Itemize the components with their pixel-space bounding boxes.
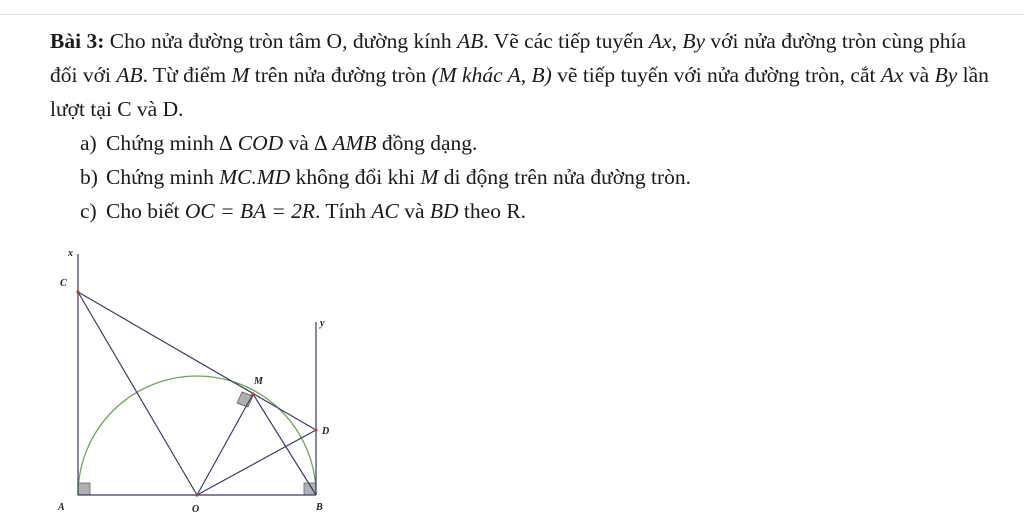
math-ac: AC xyxy=(371,199,399,223)
text-segment: . Vẽ các tiếp tuyến xyxy=(483,29,649,53)
text-segment: di động trên nửa đường tròn. xyxy=(438,165,692,189)
math-m: M xyxy=(420,165,439,189)
geometry-figure xyxy=(40,234,340,519)
math-ab: AB xyxy=(116,63,143,87)
part-a xyxy=(50,126,995,160)
text-segment: theo R. xyxy=(458,199,527,223)
part-b xyxy=(50,160,995,194)
text-segment: Cho nửa đường tròn tâm O, đường kính xyxy=(104,29,458,53)
math-by: By xyxy=(934,63,958,87)
point-m xyxy=(251,392,254,395)
math-triangle-amb: ∆ AMB xyxy=(314,131,377,155)
text-segment: Chứng minh xyxy=(106,131,220,155)
part-label: b) xyxy=(80,165,98,189)
point-c xyxy=(76,290,79,293)
text-segment: , xyxy=(671,29,683,53)
text-segment: và xyxy=(283,131,315,155)
top-divider xyxy=(0,14,1024,15)
label-x: x xyxy=(68,248,73,259)
math-ax: Ax xyxy=(648,29,672,53)
label-o: O xyxy=(192,504,200,515)
math-ab: AB xyxy=(457,29,484,53)
problem-text xyxy=(50,24,995,228)
part-c xyxy=(50,194,995,228)
math-by: By xyxy=(682,29,706,53)
text-segment: và xyxy=(903,63,935,87)
math-triangle-cod: ∆ COD xyxy=(219,131,284,155)
label-a: A xyxy=(58,502,65,513)
math-mc-md: MC.MD xyxy=(219,165,291,189)
text-segment: với nửa đường tròn cùng phía đối với xyxy=(50,29,967,87)
segment-mb xyxy=(253,394,316,495)
text-segment: đồng dạng. xyxy=(376,131,478,155)
label-c: C xyxy=(60,278,67,289)
text-segment: không đổi khi xyxy=(290,165,421,189)
problem-title: Bài 3: xyxy=(50,29,105,53)
part-label: c) xyxy=(80,199,97,223)
label-d: D xyxy=(322,426,330,437)
text-segment: . Từ điểm xyxy=(142,63,232,87)
label-b: B xyxy=(316,502,323,513)
label-m: M xyxy=(254,376,263,387)
math-ax: Ax xyxy=(880,63,904,87)
problem-parts xyxy=(50,126,995,228)
math-m: M xyxy=(231,63,250,87)
math-bd: BD xyxy=(429,199,459,223)
point-d xyxy=(314,428,317,431)
label-y: y xyxy=(320,318,325,329)
point-o xyxy=(195,493,198,496)
text-segment: trên nửa đường tròn xyxy=(249,63,432,87)
part-label: a) xyxy=(80,131,97,155)
text-segment: lần lượt tại C và D. xyxy=(50,63,989,121)
segment-oc xyxy=(78,292,197,495)
right-angle-marker-a xyxy=(78,483,90,495)
math-oc-ba: OC = BA = 2R xyxy=(184,199,315,223)
text-segment: Cho biết xyxy=(106,199,185,223)
problem-intro xyxy=(50,24,995,126)
text-segment: vẽ tiếp tuyến với nửa đường tròn, cắt xyxy=(551,63,881,87)
text-segment: và xyxy=(398,199,430,223)
math-condition: (M khác A, B) xyxy=(431,63,552,87)
semicircle-arc xyxy=(78,376,316,495)
text-segment: Chứng minh xyxy=(106,165,220,189)
text-segment: . Tính xyxy=(315,199,372,223)
